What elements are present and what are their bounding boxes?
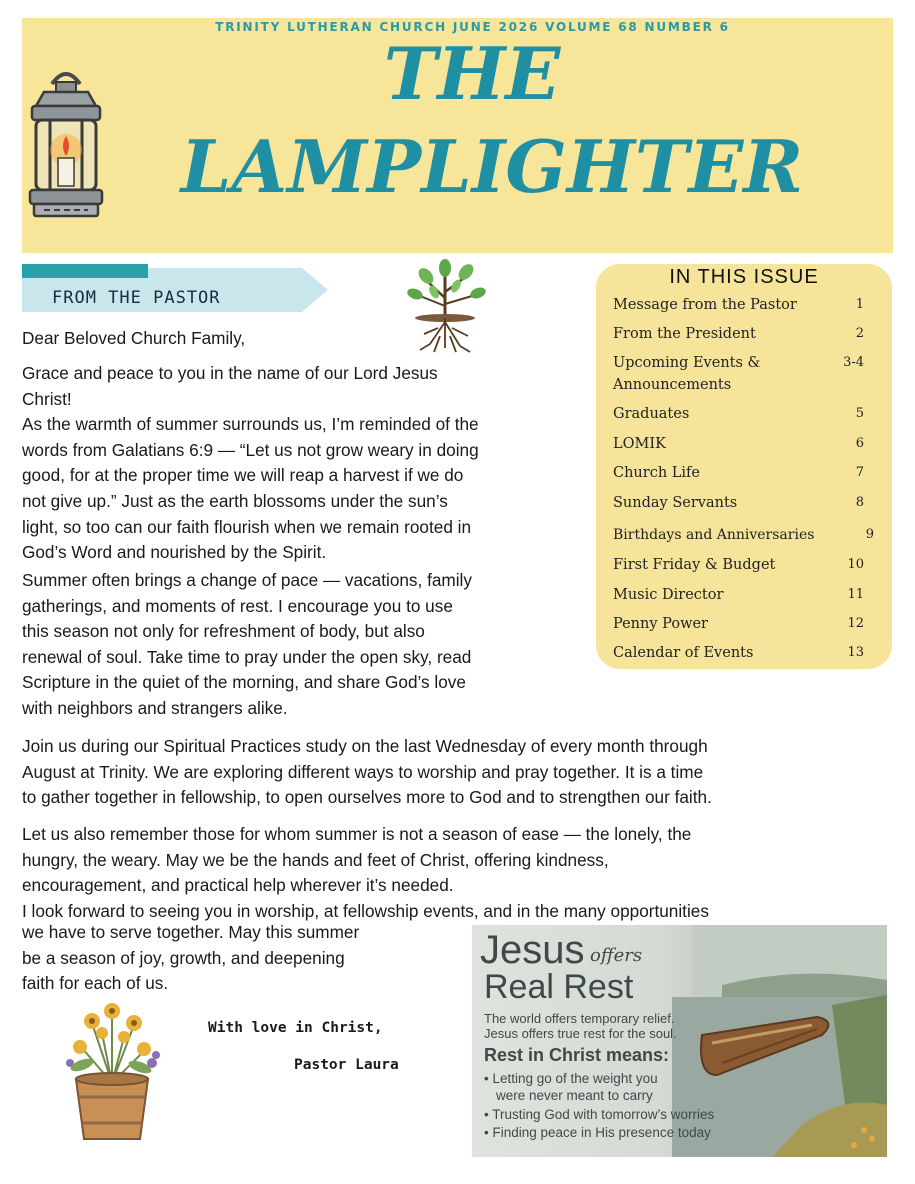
toc-item[interactable]: First Friday & Budget (613, 557, 776, 573)
toc-page-number: 10 (847, 557, 864, 572)
toc-item[interactable]: Penny Power (613, 616, 708, 632)
paragraph-line: Join us during our Spiritual Practices study on the last Wednesday of every month through (22, 736, 708, 756)
toc-item-continued[interactable]: Announcements (613, 377, 732, 393)
paragraph-line: with neighbors and strangers alike. (22, 697, 288, 718)
paragraph-summer (22, 568, 592, 722)
toc-page-number: 7 (855, 465, 864, 480)
card-word-offers: offers (590, 945, 643, 966)
paragraph-line: Let us also remember those for whom summer is not a season of ease — the lonely, the (22, 824, 692, 844)
card-intro-line: Jesus offers true rest for the soul. (484, 1026, 677, 1041)
paragraph-line: this season not only for refreshment of body, but also (22, 621, 425, 642)
paragraph-line: be a season of joy, growth, and deepening (22, 947, 345, 968)
card-bullet: • Finding peace in His presence today (484, 1125, 711, 1140)
paragraph-line: we have to serve together. May this summer (22, 922, 360, 942)
from-the-pastor-banner (22, 264, 332, 314)
paragraph-closing (22, 920, 462, 997)
toc-item[interactable]: LOMIK (613, 436, 666, 452)
toc-page-number: 5 (855, 406, 864, 421)
toc-item[interactable]: Birthdays and Anniversaries (613, 527, 815, 543)
card-word-jesus: Jesus (480, 928, 585, 972)
card-bullet: • Letting go of the weight you (484, 1071, 658, 1086)
issue-line: TRINITY LUTHERAN CHURCH JUNE 2026 VOLUME 68 NUMBER 6 (215, 20, 730, 34)
paragraph-line: renewal of soul. Take time to pray under the open sky, read (22, 646, 472, 667)
paragraph-line: I look forward to seeing you in worship, at fellowship events, and in the many opportunities (22, 900, 709, 921)
paragraph-line: As the warmth of summer surrounds us, I’m reminded of the (22, 414, 479, 435)
lantern-icon (22, 66, 110, 236)
toc-item[interactable]: Upcoming Events & (613, 355, 761, 371)
paragraph-line: Summer often brings a change of pace — vacations, family (22, 570, 472, 590)
card-headline: Real Rest (484, 968, 634, 1006)
card-subhead: Rest in Christ means: (484, 1045, 670, 1065)
paragraph-line: to gather together in fellowship, to open ourselves more to God and to strengthen our faith. (22, 787, 712, 808)
flower-bucket-icon (52, 993, 172, 1143)
paragraph-line: faith for each of us. (22, 973, 169, 994)
signature: Pastor Laura (294, 1057, 399, 1073)
toc-page-number: 2 (855, 326, 864, 341)
toc-item[interactable]: Graduates (613, 406, 690, 422)
paragraph-line: good, for at the proper time we will reap a harvest if we do (22, 465, 464, 486)
paragraph-line: not give up.” Just as the earth blossoms under the sun’s (22, 490, 448, 511)
toc-page-number: 6 (855, 436, 864, 451)
newsletter-title-line2: LAMPLIGHTER (180, 124, 804, 209)
paragraph-greeting (22, 361, 592, 566)
paragraph-line: Scripture in the quiet of the morning, and share God’s love (22, 672, 466, 693)
toc-title: IN THIS ISSUE (669, 266, 819, 288)
toc-item[interactable]: Message from the Pastor (613, 297, 797, 313)
paragraph-line: Grace and peace to you in the name of our Lord Jesus (22, 363, 438, 383)
closing-line: With love in Christ, (208, 1020, 383, 1036)
section-heading: FROM THE PASTOR (52, 288, 221, 308)
paragraph-line: Christ! (22, 388, 72, 409)
toc-item[interactable]: Church Life (613, 465, 700, 481)
salutation: Dear Beloved Church Family, (22, 328, 246, 348)
paragraph-line: August at Trinity. We are exploring different ways to worship and pray together. It is a time (22, 761, 704, 782)
toc-item[interactable]: Calendar of Events (613, 645, 754, 661)
toc-item[interactable]: From the President (613, 326, 756, 342)
toc-item[interactable]: Music Director (613, 587, 724, 603)
toc-page-number: 3-4 (843, 355, 864, 370)
card-bullet: • Trusting God with tomorrow’s worries (484, 1107, 715, 1122)
jesus-offers-real-rest-image (472, 925, 887, 1157)
card-intro-line: The world offers temporary relief. (484, 1011, 675, 1026)
card-bullet-continued: were never meant to carry (496, 1088, 653, 1103)
paragraph-line: words from Galatians 6:9 — “Let us not grow weary in doing (22, 439, 479, 460)
paragraph-remember (22, 822, 892, 924)
paragraph-spiritual-practices (22, 734, 892, 811)
toc-page-number: 8 (855, 495, 864, 510)
masthead (22, 18, 893, 253)
toc-page-number: 1 (855, 297, 864, 312)
in-this-issue-box (596, 264, 892, 669)
paragraph-line: hungry, the weary. May we be the hands and feet of Christ, offering kindness, (22, 849, 609, 870)
paragraph-line: God’s Word and nourished by the Spirit. (22, 542, 327, 563)
toc-item[interactable]: Sunday Servants (613, 495, 738, 511)
toc-page-number: 9 (865, 527, 874, 542)
paragraph-line: light, so too can our faith flourish when we remain rooted in (22, 516, 472, 537)
toc-page-number: 11 (847, 587, 864, 602)
paragraph-line: gatherings, and moments of rest. I encourage you to use (22, 595, 453, 616)
newsletter-title-line1: THE (383, 31, 561, 116)
toc-page-number: 13 (847, 645, 864, 660)
toc-page-number: 12 (847, 616, 864, 631)
paragraph-line: encouragement, and practical help wherever it’s needed. (22, 875, 454, 896)
